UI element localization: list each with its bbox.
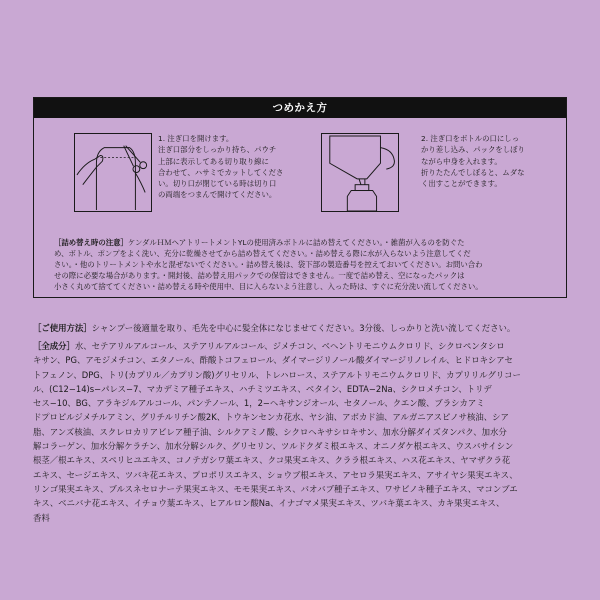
ingredients-section	[33, 339, 573, 525]
refill-notes	[54, 237, 554, 292]
refill-notes-text: ケンダルＨＭヘアトリートメントYLの使用済みボトルに詰め替えてください。・雑菌が入るのを防ぐた め、ボトル、ポンプをよく洗い、充分に乾燥させてから詰め替えてください。・詰め替える際に水が入らないよう注意してくだ さい。・他のトリートメントや水と混ぜないでください。・詰め替え後は、袋下部の製造番号を控えておいてください。お問い合わ せの際に必要な場合があります。・開封後、詰め替え用パックでの保管はできません。一度で詰め替え、空になったパックは 小さく丸めて捨ててください・詰め替える時や使用中、目に入らないよう注意し、入った時は、すぐに充分洗い流してください。	[54, 238, 483, 292]
ingredients-label: ［全成分］	[33, 341, 75, 351]
refill-instructions-box	[33, 97, 567, 298]
cut-pouch-illustration	[74, 133, 152, 212]
step-2-text: 2. 注ぎ口をボトルの口にしっ かり差し込み、パックをしぼり ながら中身を入れます。 折りたたんでしぼると、ムダな く出すことができます。	[421, 134, 525, 189]
usage-text: シャンプー後適量を取り、毛先を中心に髪全体になじませてください。3分後、しっかりと洗い流してください。	[91, 323, 516, 333]
ingredients-text: 水、セテアリルアルコール、ステアリルアルコール、ジメチコン、ベヘントリモニウムクロリド、シクロペンタシロ キサン、PG、アモジメチコン、エタノール、酢酸トコフェロール、ダイマージリノール酸ダイマージリノレイル、ヒドロキシアセ トフェノン、DPG、トリ(カプリル／カプリン酸)グリセリル、トレハロース、ステアルトリモニウムクロリド、カプリリルグリコー ル、(C12−14)s−パレス−7、マカデミア種子エキス、ハチミツエキス、ベタイン、EDTA−2Na、シクロメチコン、トリデ セス−10、BG、アラキジルアルコール、パンテノール、1，2−ヘキサンジオール、セタノール、クエン酸、ブラシカアミ ドプロピルジメチルアミン、グリチルリチン酸2K、トウキンセンカ花水、ヤシ油、アボカド油、アルガニアスピノサ核油、シア 脂、アンズ核油、スクレロカリアビレア種子油、シルクアミノ酸、シクロヘキサシロキサン、加水分解ダイズタンパク、加水分 解コラーゲン、加水分解ケラチン、加水分解シルク、グリセリン、ツルドクダミ根エキス、オニノダケ根エキス、ウスバサイシン 根茎／根エキス、スペリヒユエキス、コノテガシワ葉エキス、クコ果実エキス、クララ根エキス、ハス花エキス、ヤマザクラ花 エキス、セージエキス、ツバキ花エキス、プロポリスエキス、ショウブ根エキス、アセロラ果実エキス、アサイヤシ果実エキス、 リンゴ果実エキス、ブルスネセロナーテ果実エキス、モモ果実エキス、バオバブ種子エキス、ワサビノキ種子エキス、マコンブエ キス、ベニバナ花エキス、イチョウ葉エキス、ヒアルロン酸Na、イナゴマメ果実エキス、ツバキ葉エキス、カキ果実エキス、 香料	[33, 341, 521, 523]
refill-header: つめかえ方	[34, 98, 566, 118]
bottle-icon	[322, 134, 398, 211]
step-1-text: 1. 注ぎ口を開けます。 注ぎ口部分をしっかり持ち、パウチ 上部に表示してある切り取り線に 合わせて、ハサミでカットしてくださ い。切り口が閉じている時は切り口 の両端をつまんで開けてください。	[158, 134, 284, 200]
usage-section	[33, 322, 573, 335]
refill-notes-label: ［詰め替え時の注意］	[54, 238, 128, 247]
usage-label: ［ご使用方法］	[33, 323, 92, 333]
scissors-icon	[75, 134, 151, 211]
pour-refill-illustration	[321, 133, 399, 212]
